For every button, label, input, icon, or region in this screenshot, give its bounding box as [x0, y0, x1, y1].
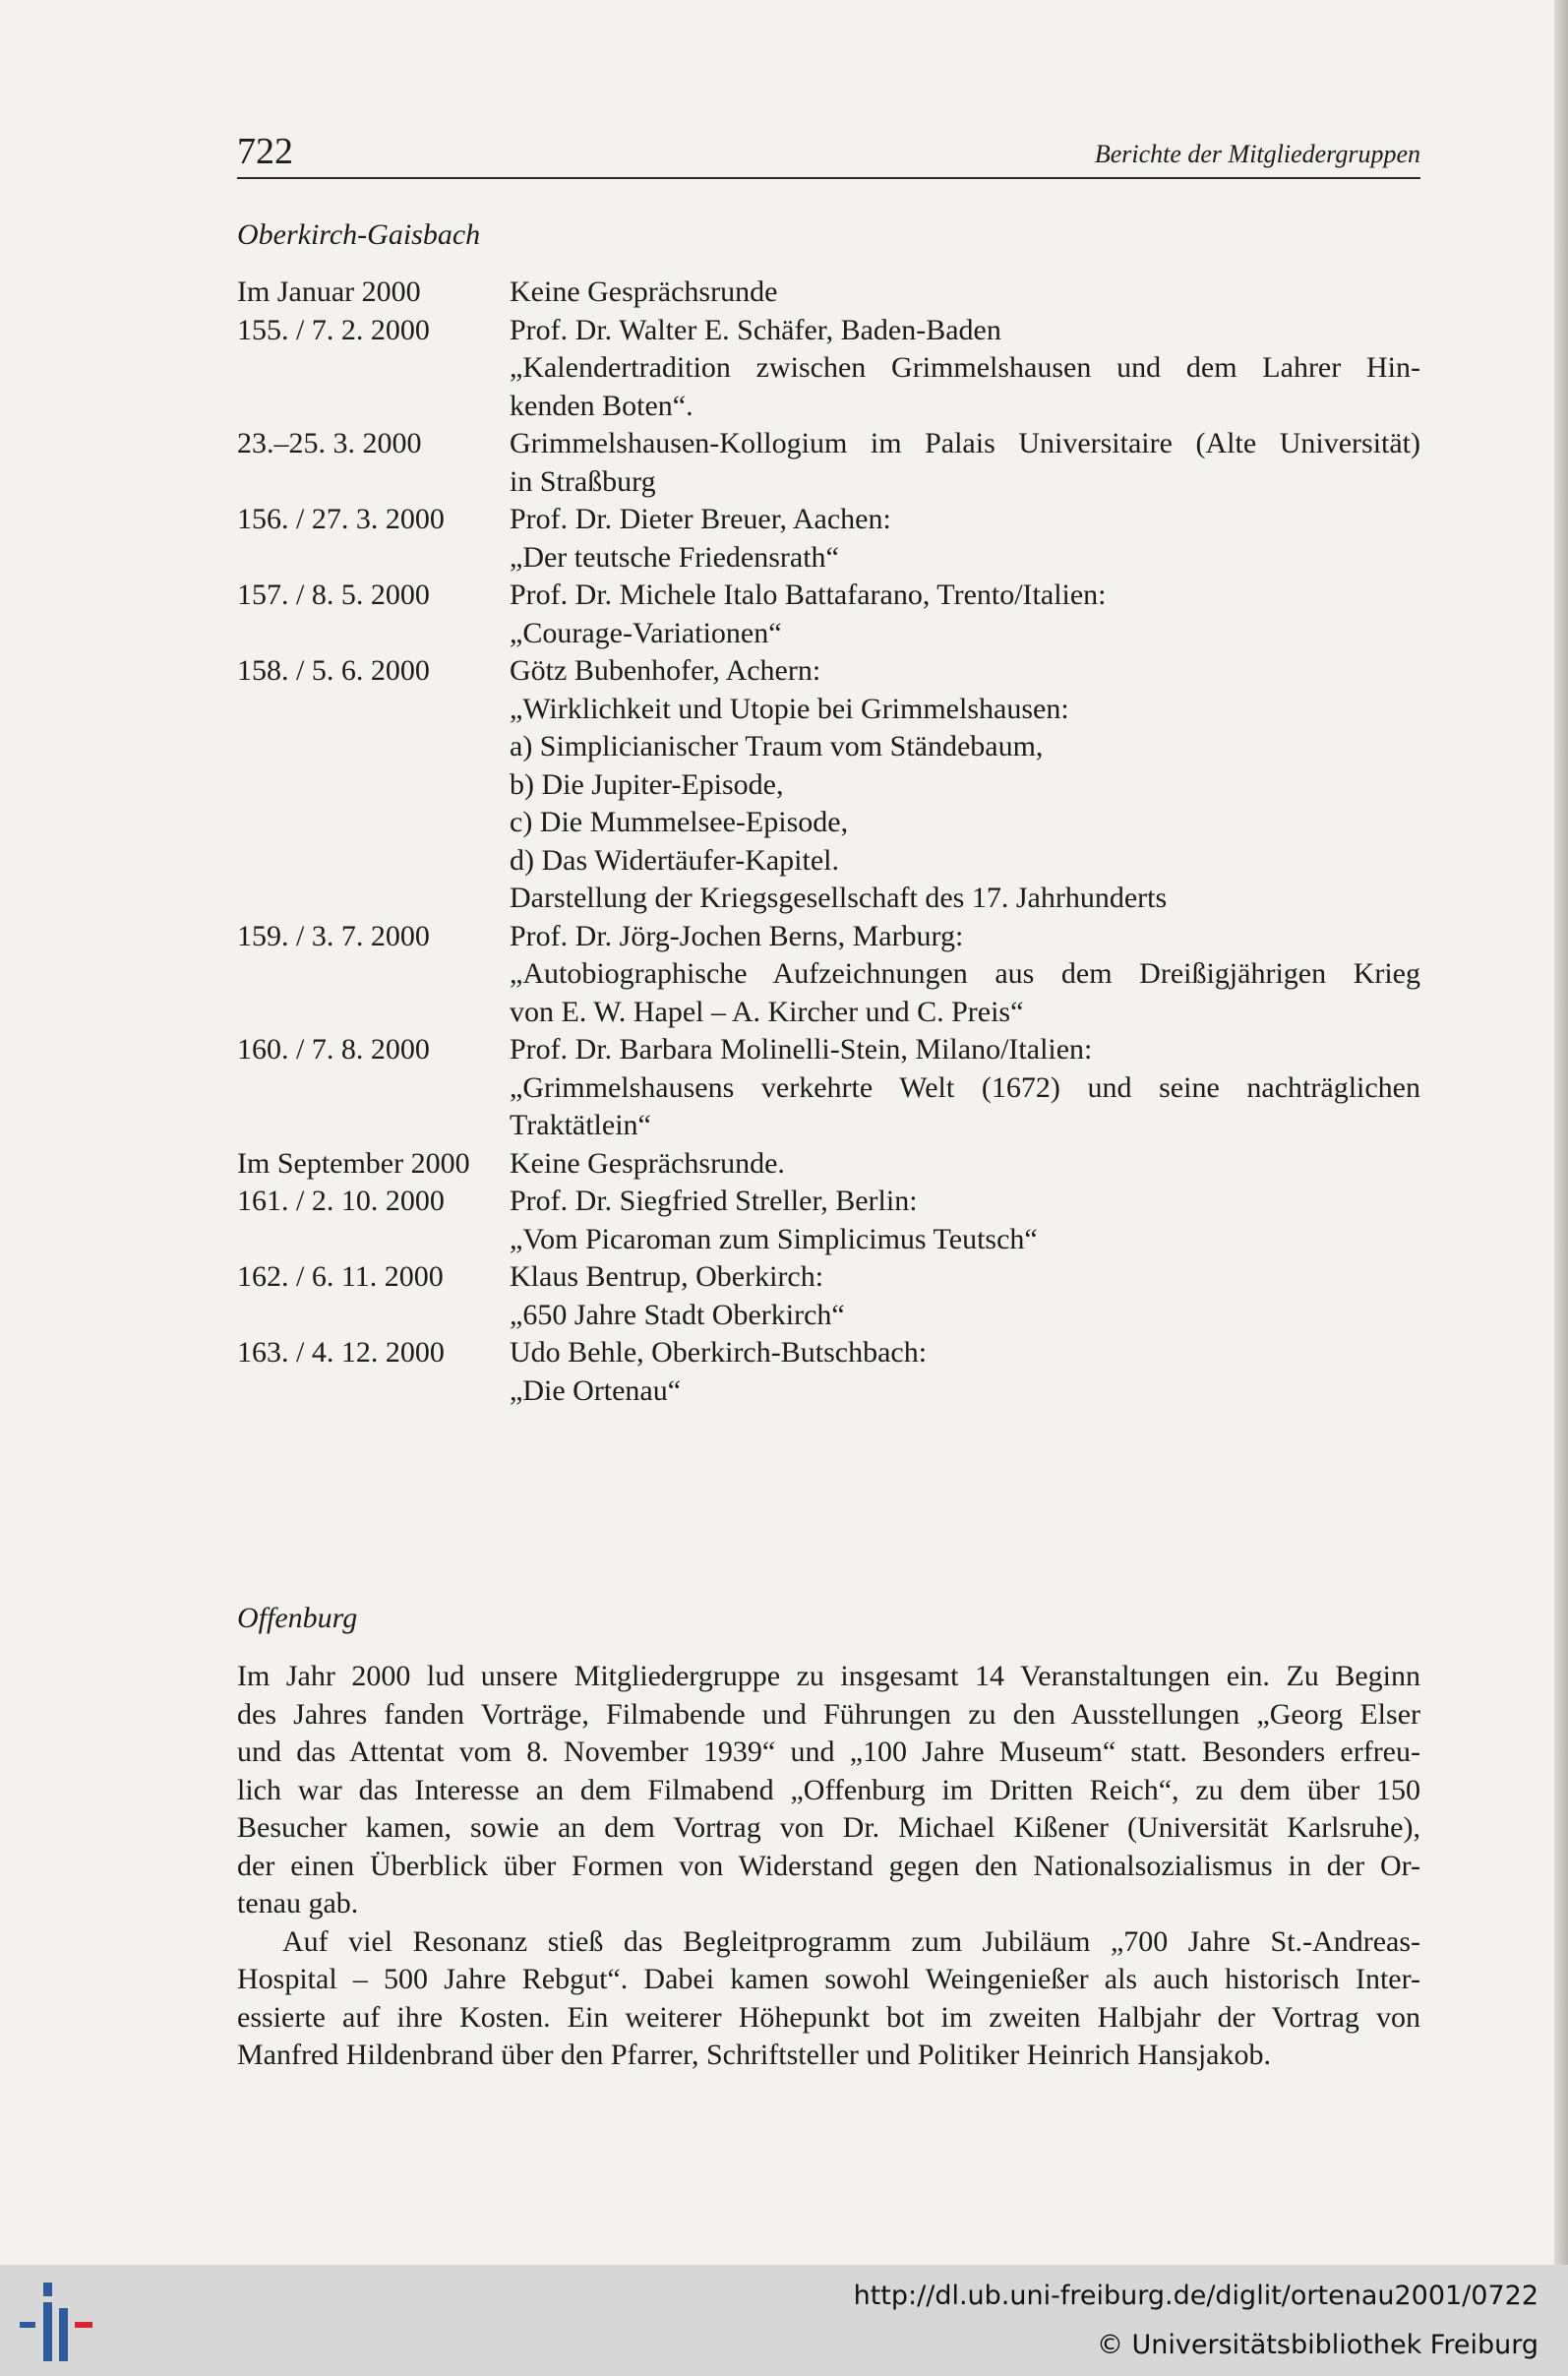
paragraph-line: tenau gab.: [237, 1887, 359, 1919]
event-entry: [237, 1031, 1420, 1145]
event-description: [510, 652, 1420, 918]
event-date: 163. / 4. 12. 2000: [237, 1336, 445, 1369]
page-number: 722: [237, 131, 293, 172]
event-line: c) Die Mummelsee-Episode,: [510, 806, 849, 838]
event-date: 158. / 5. 6. 2000: [237, 654, 430, 687]
event-line: Prof. Dr. Barbara Molinelli-Stein, Milano/Italien:: [510, 1033, 1093, 1066]
event-line: Prof. Dr. Dieter Breuer, Aachen:: [510, 503, 891, 535]
event-description: [510, 312, 1420, 426]
event-line: „Die Ortenau“: [510, 1373, 682, 1407]
ub-freiburg-logo-icon: [20, 2283, 98, 2361]
event-line: b) Die Jupiter-Episode,: [510, 767, 784, 801]
event-line: Grimmelshausen-Kollogium im Palais Universitaire (Alte Universität): [510, 427, 1420, 459]
running-title: Berichte der Mitgliedergruppen: [1094, 140, 1420, 168]
event-description: [510, 918, 1420, 1032]
event-line: a) Simplicianischer Traum vom Ständebaum,: [510, 730, 1044, 762]
event-description: [510, 425, 1420, 501]
footer-bar: [0, 2265, 1568, 2376]
event-entry: [237, 312, 1420, 426]
paragraph-line: lich war das Interesse an dem Filmabend „Offenburg im Dritten Reich“, zu dem über 150: [237, 1773, 1420, 1806]
event-date: 161. / 2. 10. 2000: [237, 1185, 445, 1217]
event-line: Prof. Dr. Jörg-Jochen Berns, Marburg:: [510, 919, 964, 952]
event-entry: [237, 652, 1420, 918]
paragraph-line: und das Attentat vom 8. November 1939“ und „100 Jahre Museum“ statt. Besonders erfreu-: [237, 1736, 1420, 1768]
event-line: „650 Jahre Stadt Oberkirch“: [510, 1298, 845, 1331]
event-line: Traktätlein“: [510, 1109, 651, 1141]
event-entry: [237, 501, 1420, 577]
event-line: Klaus Bentrup, Oberkirch:: [510, 1260, 824, 1293]
source-url-link[interactable]: http://dl.ub.uni-freiburg.de/diglit/ortenau2001/0722: [853, 2281, 1538, 2311]
event-entry: [237, 577, 1420, 652]
event-description: [510, 1031, 1420, 1145]
event-description: [510, 1258, 1420, 1334]
event-date: 156. / 27. 3. 2000: [237, 503, 445, 535]
paragraph-line: des Jahres fanden Vorträge, Filmabende und Führungen zu den Ausstellungen „Georg Elser: [237, 1697, 1420, 1731]
event-entry: [237, 918, 1420, 1032]
copyright-notice: © Universitätsbibliothek Freiburg: [1096, 2330, 1538, 2360]
event-line: Udo Behle, Oberkirch-Butschbach:: [510, 1336, 928, 1369]
event-line: in Straßburg: [510, 464, 656, 498]
event-date: 159. / 3. 7. 2000: [237, 919, 430, 952]
event-list: [237, 274, 1420, 1410]
event-line: d) Das Widertäufer-Kapitel.: [510, 843, 839, 877]
event-line: Darstellung der Kriegsgesellschaft des 17. Jahrhunderts: [510, 882, 1168, 914]
event-line: kenden Boten“.: [510, 389, 694, 422]
event-line: Prof. Dr. Siegfried Streller, Berlin:: [510, 1185, 918, 1217]
report-paragraph: [237, 1658, 1420, 1923]
paragraph-line: Hospital – 500 Jahre Rebgut“. Dabei kamen sowohl Weingenießer als auch historisch Inter-: [237, 1963, 1420, 1995]
offenburg-report: [237, 1658, 1420, 2075]
event-line: „Der teutsche Friedensrath“: [510, 540, 839, 574]
event-description: [510, 577, 1420, 652]
page-header: [237, 126, 1420, 179]
event-entry: [237, 274, 1420, 312]
event-line: Keine Gesprächsrunde.: [510, 1146, 785, 1180]
paragraph-line: Im Jahr 2000 lud unsere Mitgliedergruppe zu insgesamt 14 Veranstaltungen ein. Zu Beginn: [237, 1660, 1420, 1692]
event-line: „Kalendertradition zwischen Grimmelshausen und dem Lahrer Hin-: [510, 351, 1420, 384]
event-line: „Autobiographische Aufzeichnungen aus dem Dreißigjährigen Krieg: [510, 957, 1420, 990]
event-line: „Courage-Variationen“: [510, 616, 782, 649]
paragraph-line: Besucher kamen, sowie an dem Vortrag von Dr. Michael Kißener (Universität Karlsruhe),: [237, 1811, 1420, 1844]
event-description: [510, 1183, 1420, 1258]
event-line: „Grimmelshausens verkehrte Welt (1672) und seine nachträglichen: [510, 1070, 1420, 1104]
event-entry: [237, 1334, 1420, 1410]
event-date: 162. / 6. 11. 2000: [237, 1260, 444, 1293]
paragraph-line: Manfred Hildenbrand über den Pfarrer, Schriftsteller und Politiker Heinrich Hansjakob.: [237, 2039, 1271, 2071]
event-entry: [237, 1258, 1420, 1334]
event-date: 155. / 7. 2. 2000: [237, 313, 430, 346]
paragraph-line: Auf viel Resonanz stieß das Begleitprogramm zum Jubiläum „700 Jahre St.-Andreas-: [282, 1924, 1420, 1958]
event-description: [510, 1145, 1420, 1184]
event-line: Prof. Dr. Michele Italo Battafarano, Trento/Italien:: [510, 579, 1107, 611]
event-line: „Wirklichkeit und Utopie bei Grimmelshausen:: [510, 692, 1069, 725]
event-date: Im September 2000: [237, 1146, 470, 1180]
event-date: 23.–25. 3. 2000: [237, 427, 422, 459]
event-description: [510, 274, 1420, 312]
report-paragraph: [237, 1923, 1420, 2075]
event-date: 157. / 8. 5. 2000: [237, 579, 430, 611]
event-date: 160. / 7. 8. 2000: [237, 1033, 430, 1066]
section-heading-oberkirch: Oberkirch-Gaisbach: [237, 218, 481, 251]
paragraph-line: essierte auf ihre Kosten. Ein weiterer Höhepunkt bot im zweiten Halbjahr der Vortrag von: [237, 2000, 1420, 2034]
event-description: [510, 501, 1420, 577]
event-line: „Vom Picaroman zum Simplicimus Teutsch“: [510, 1222, 1038, 1255]
event-line: Prof. Dr. Walter E. Schäfer, Baden-Baden: [510, 313, 1001, 346]
paragraph-line: der einen Überblick über Formen von Widerstand gegen den Nationalsozialismus in der Or-: [237, 1849, 1420, 1882]
event-line: Keine Gesprächsrunde: [510, 275, 778, 308]
section-heading-offenburg: Offenburg: [237, 1602, 358, 1634]
event-date: Im Januar 2000: [237, 275, 421, 308]
event-description: [510, 1334, 1420, 1410]
event-entry: [237, 1145, 1420, 1184]
event-line: Götz Bubenhofer, Achern:: [510, 654, 821, 687]
page-edge: [1554, 0, 1568, 2265]
event-line: von E. W. Hapel – A. Kircher und C. Preis“: [510, 995, 1024, 1028]
event-entry: [237, 425, 1420, 501]
event-entry: [237, 1183, 1420, 1258]
